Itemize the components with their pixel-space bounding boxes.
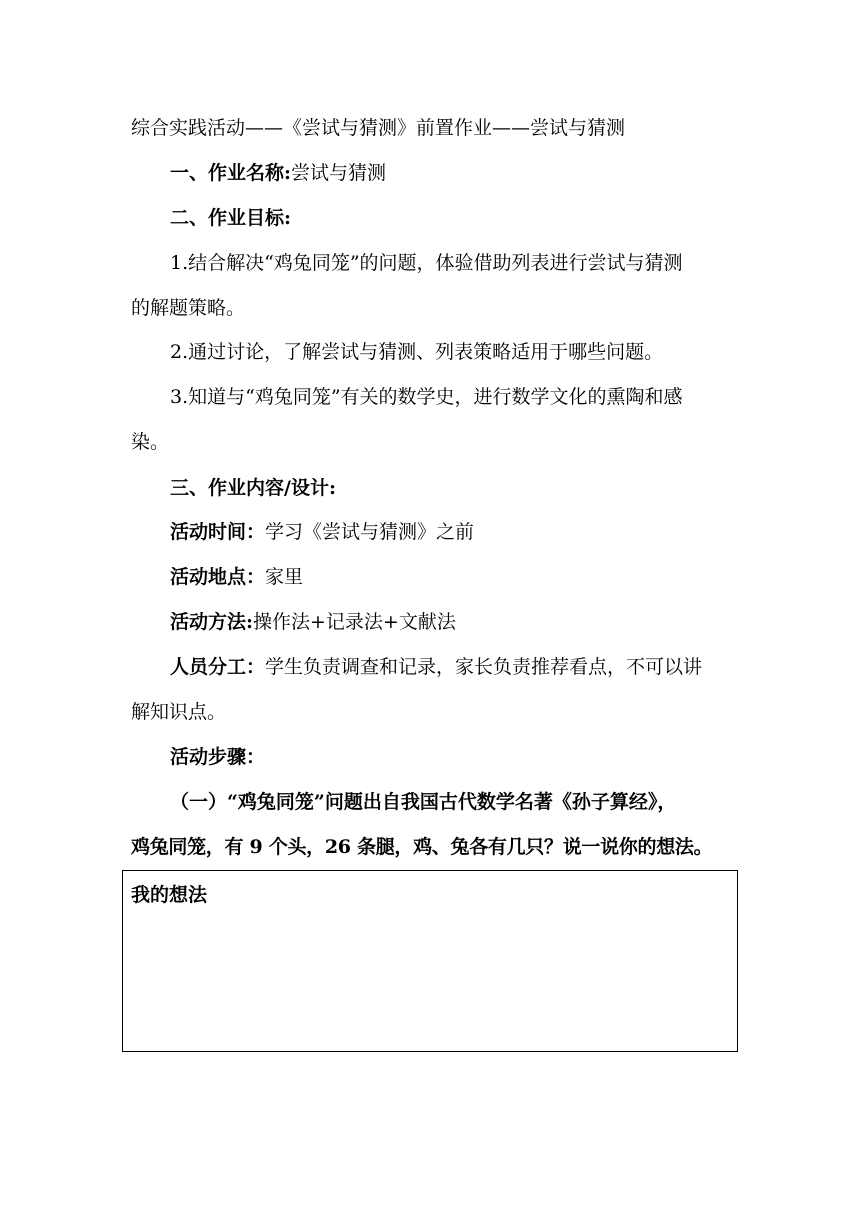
section-content-heading: 三、作业内容/设计: <box>170 477 336 499</box>
roles-value-1: 学生负责调查和记录，家长负责推荐看点，不可以讲 <box>265 656 703 678</box>
activity-place-value: 家里 <box>265 566 304 588</box>
answer-box[interactable] <box>122 870 738 1052</box>
activity-place-label: 活动地点： <box>170 566 266 588</box>
section-name-heading: 一、作业名称: <box>170 162 292 184</box>
roles-label: 人员分工： <box>170 656 266 678</box>
goal-3-line-1: 3.知道与“鸡兔同笼”有关的数学史，进行数学文化的熏陶和感 <box>170 386 683 408</box>
goal-1-line-2: 的解题策略。 <box>131 297 246 319</box>
section-name-value: 尝试与猜测 <box>291 162 387 184</box>
goal-3-line-2: 染。 <box>131 431 170 453</box>
activity-method-label: 活动方法: <box>170 611 254 633</box>
steps-label: 活动步骤： <box>170 746 266 768</box>
roles-line-1 <box>170 655 780 679</box>
roles-line-2: 解知识点。 <box>131 701 227 723</box>
section-name <box>170 161 780 185</box>
activity-time <box>170 520 780 544</box>
goal-2: 2.通过讨论，了解尝试与猜测、列表策略适用于哪些问题。 <box>170 341 664 363</box>
document-title: 综合实践活动——《尝试与猜测》前置作业——尝试与猜测 <box>131 117 626 139</box>
goal-1-line-1: 1.结合解决“鸡兔同笼”的问题，体验借助列表进行尝试与猜测 <box>170 252 683 274</box>
activity-place <box>170 565 780 589</box>
step-1-line-2: 鸡兔同笼，有 9 个头，26 条腿，鸡、兔各有几只？说一说你的想法。 <box>131 836 713 858</box>
activity-method <box>170 610 780 634</box>
activity-time-label: 活动时间： <box>170 521 266 543</box>
step-1-line-1: （一）“鸡兔同笼”问题出自我国古代数学名著《孙子算经》， <box>170 791 677 813</box>
section-goals-heading: 二、作业目标: <box>170 207 292 229</box>
activity-method-value: 操作法+记录法+文献法 <box>253 611 456 633</box>
answer-box-label: 我的想法 <box>131 884 208 906</box>
activity-time-value: 学习《尝试与猜测》之前 <box>265 521 475 543</box>
